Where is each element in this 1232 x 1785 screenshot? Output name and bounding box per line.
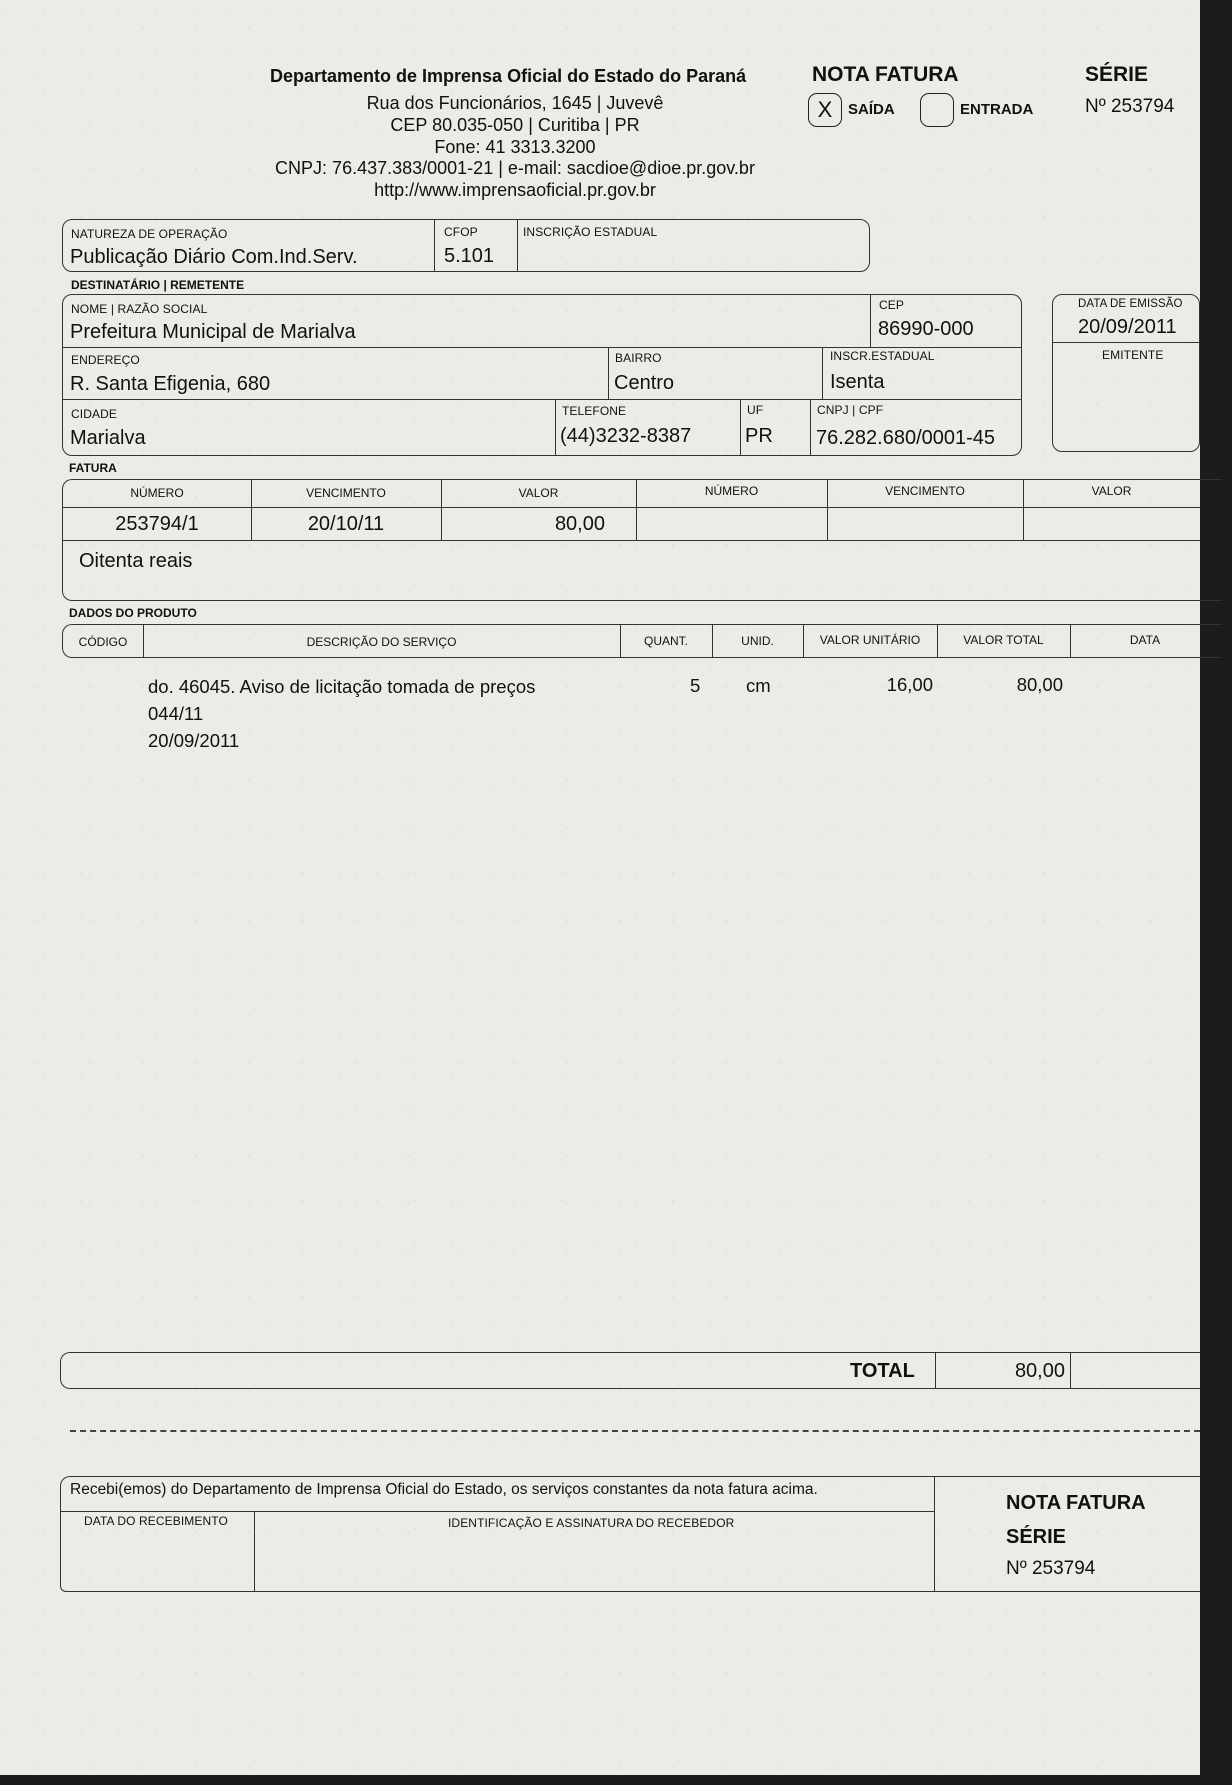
natureza-label: NATUREZA DE OPERAÇÃO <box>71 227 228 241</box>
total-label: TOTAL <box>850 1360 915 1382</box>
receipt-title: NOTA FATURA <box>1006 1492 1146 1514</box>
saida-checkbox[interactable]: X <box>808 93 842 127</box>
receipt-date-label: DATA DO RECEBIMENTO <box>84 1514 228 1528</box>
issuer-cep-city: CEP 80.035-050 | Curitiba | PR <box>390 115 640 135</box>
saida-label: SAÍDA <box>848 101 895 118</box>
natureza-value: Publicação Diário Com.Ind.Serv. <box>70 246 358 268</box>
issuer-address: Rua dos Funcionários, 1645 | Juvevê <box>366 93 664 113</box>
invoice-vencimento-header: VENCIMENTO <box>306 486 386 500</box>
ie-label: INSCRIÇÃO ESTADUAL <box>523 225 658 239</box>
receipt-statement: Recebi(emos) do Departamento de Imprensa Oficial do Estado, os serviços constantes da nota fatura acima. <box>70 1481 818 1498</box>
cnpj-value: 76.282.680/0001-45 <box>816 427 996 449</box>
invoice-section-label: FATURA <box>69 461 117 475</box>
invoice-numero-header: NÚMERO <box>130 486 184 500</box>
document-title: NOTA FATURA <box>812 63 959 86</box>
issuer-website: http://www.imprensaoficial.pr.gov.br <box>374 180 656 200</box>
col-descricao: DESCRIÇÃO DO SERVIÇO <box>306 635 457 649</box>
cfop-value: 5.101 <box>444 245 495 267</box>
entrada-checkbox[interactable] <box>920 93 954 127</box>
address-label: ENDEREÇO <box>71 353 140 367</box>
inscr-estadual-label: INSCR.ESTADUAL <box>830 349 935 363</box>
name-label: NOME | RAZÃO SOCIAL <box>71 302 208 316</box>
item-description-line2: 044/11 <box>148 703 204 724</box>
col-codigo: CÓDIGO <box>78 635 128 649</box>
address-value: R. Santa Efigenia, 680 <box>70 373 271 395</box>
uf-label: UF <box>747 403 764 417</box>
cnpj-label: CNPJ | CPF <box>817 403 884 417</box>
item-total-price: 80,00 <box>1016 674 1063 695</box>
item-unit-price: 16,00 <box>886 674 933 695</box>
receipt-number: Nº 253794 <box>1006 1558 1096 1579</box>
cut-line <box>70 1430 1200 1432</box>
issuer-phone: Fone: 41 3313.3200 <box>434 137 596 157</box>
issuer-name: Departamento de Imprensa Oficial do Estado do Paraná <box>270 66 747 86</box>
uf-value: PR <box>745 425 773 447</box>
cep-label: CEP <box>879 298 904 312</box>
emission-value: 20/09/2011 <box>1078 316 1177 338</box>
col-valor-total: VALOR TOTAL <box>963 633 1044 647</box>
bairro-label: BAIRRO <box>615 351 662 365</box>
invoice-vencimento-value: 20/10/11 <box>307 513 385 535</box>
city-label: CIDADE <box>71 407 117 421</box>
invoice-numero-value: 253794/1 <box>115 513 199 535</box>
receipt-id-label: IDENTIFICAÇÃO E ASSINATURA DO RECEBEDOR <box>448 1516 735 1530</box>
recipient-section-label: DESTINATÁRIO | REMETENTE <box>71 278 245 292</box>
item-description-line1: do. 46045. Aviso de licitação tomada de preços <box>148 676 536 697</box>
emitente-label: EMITENTE <box>1102 348 1164 362</box>
item-quantity: 5 <box>690 675 701 696</box>
total-value: 80,00 <box>1014 1360 1065 1382</box>
cep-value: 86990-000 <box>878 318 974 340</box>
col-unid: UNID. <box>741 634 774 648</box>
products-section-label: DADOS DO PRODUTO <box>69 606 197 620</box>
item-unit: cm <box>746 675 771 696</box>
col-quant: QUANT. <box>643 634 688 648</box>
serie-number: Nº 253794 <box>1085 96 1175 117</box>
phone-label: TELEFONE <box>562 404 627 418</box>
col-data: DATA <box>1129 633 1161 647</box>
receipt-serie-label: SÉRIE <box>1006 1526 1067 1548</box>
name-value: Prefeitura Municipal de Marialva <box>70 321 356 343</box>
phone-value: (44)3232-8387 <box>560 425 692 447</box>
entrada-label: ENTRADA <box>960 101 1034 118</box>
cfop-label: CFOP <box>444 225 478 239</box>
invoice-vencimento2-header: VENCIMENTO <box>885 484 965 498</box>
issuer-cnpj-email: CNPJ: 76.437.383/0001-21 | e-mail: sacdioe@dioe.pr.gov.br <box>275 158 755 178</box>
emission-label: DATA DE EMISSÃO <box>1078 298 1183 310</box>
bairro-value: Centro <box>614 372 675 394</box>
invoice-valor-header: VALOR <box>518 486 559 500</box>
invoice-numero2-header: NÚMERO <box>704 484 759 498</box>
invoice-valor-value: 80,00 <box>554 513 605 535</box>
serie-label: SÉRIE <box>1085 63 1149 86</box>
item-description-line3: 20/09/2011 <box>148 730 240 751</box>
inscr-estadual-value: Isenta <box>830 371 885 393</box>
city-value: Marialva <box>70 427 146 449</box>
col-valor-unitario: VALOR UNITÁRIO <box>819 633 921 647</box>
invoice-valor2-header: VALOR <box>1091 484 1132 498</box>
amount-in-words: Oitenta reais <box>79 550 193 572</box>
